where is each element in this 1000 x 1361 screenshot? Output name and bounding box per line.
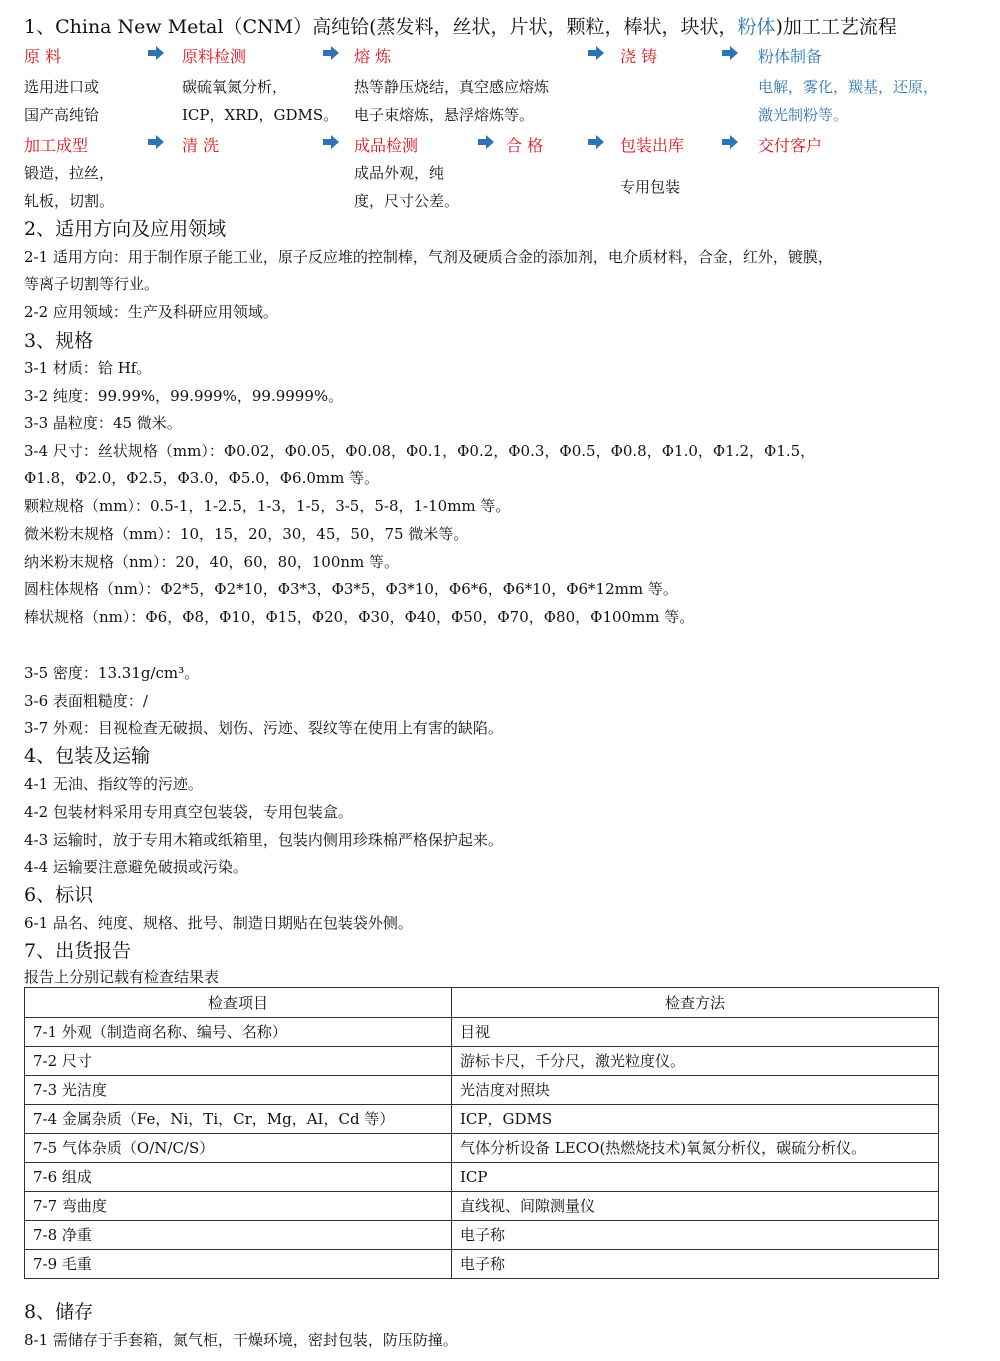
spec-line: 3-5 密度：13.31g/cm³。 (24, 664, 200, 682)
flow-step-forming: 加工成型 (24, 136, 89, 155)
column-header: 检查项目 (25, 988, 452, 1018)
flow-desc: 热等静压烧结，真空感应熔炼 (354, 78, 550, 96)
arrow-right-icon (323, 135, 339, 149)
spec-line: 微米粉末规格（mm）：10，15，20，30，45，50，75 微米等。 (24, 525, 469, 543)
storage-line: 8-1 需储存于手套箱，氮气柜，干燥环境，密封包装，防压防撞。 (24, 1331, 458, 1349)
flow-step-cleaning: 清 洗 (182, 136, 220, 155)
paragraph: 2-2 应用领域：生产及科研应用领域。 (24, 303, 278, 321)
spec-line: Φ1.8，Φ2.0，Φ2.5，Φ3.0，Φ5.0，Φ6.0mm 等。 (24, 469, 380, 487)
table-cell: 7-8 净重 (25, 1221, 452, 1250)
arrow-right-icon (722, 46, 738, 60)
flow-desc: 专用包装 (620, 178, 681, 196)
spec-line: 3-6 表面粗糙度：/ (24, 692, 148, 710)
flow-step-packing: 包装出库 (620, 136, 685, 155)
packing-line: 4-3 运输时，放于专用木箱或纸箱里，包装内侧用珍珠棉严格保护起来。 (24, 831, 503, 849)
flow-desc: 轧板，切割。 (24, 192, 115, 210)
table-cell: 7-5 气体杂质（O/N/C/S） (25, 1134, 452, 1163)
title-highlight: 粉体 (737, 16, 776, 38)
flow-desc: ICP，XRD，GDMS。 (182, 106, 339, 124)
arrow-right-icon (588, 135, 604, 149)
table-row (25, 1221, 939, 1250)
table-cell: 7-6 组成 (25, 1163, 452, 1192)
table-row (25, 1163, 939, 1192)
packing-line: 4-2 包装材料采用专用真空包装袋，专用包装盒。 (24, 803, 353, 821)
flow-desc: 国产高纯铪 (24, 106, 100, 124)
flow-desc: 电子束熔炼，悬浮熔炼等。 (354, 106, 535, 124)
table-cell: 气体分析设备 LECO(热燃烧技术)氧氮分析仪，碳硫分析仪。 (452, 1134, 939, 1163)
table-cell: 目视 (452, 1018, 939, 1047)
page-title (24, 12, 897, 39)
table-cell: 7-4 金属杂质（Fe，Ni，Ti，Cr，Mg，AI，Cd 等） (25, 1105, 452, 1134)
section-heading: 6、标识 (24, 884, 94, 906)
table-cell: 光洁度对照块 (452, 1076, 939, 1105)
section-heading: 3、规格 (24, 330, 94, 352)
spec-line: 3-4 尺寸：丝状规格（mm）：Φ0.02，Φ0.05，Φ0.08，Φ0.1，Φ0.2，Φ0.3，Φ0.5，Φ0.8，Φ1.0，Φ1.2，Φ1.5， (24, 442, 816, 460)
report-intro: 报告上分别记载有检查结果表 (24, 968, 220, 986)
section-heading: 7、出货报告 (24, 940, 132, 962)
section-heading: 4、包装及运输 (24, 745, 151, 767)
table-cell: 电子称 (452, 1250, 939, 1279)
paragraph: 2-1 适用方向：用于制作原子能工业，原子反应堆的控制棒，气剂及硬质合金的添加剂，电介质材料，合金，红外，镀膜， (24, 248, 833, 266)
table-cell: 7-2 尺寸 (25, 1047, 452, 1076)
arrow-right-icon (478, 135, 494, 149)
arrow-right-icon (722, 135, 738, 149)
flow-desc: 度，尺寸公差。 (354, 192, 460, 210)
arrow-right-icon (323, 46, 339, 60)
flow-desc: 电解，雾化，羰基，还原， (758, 78, 939, 96)
table-cell: 7-9 毛重 (25, 1250, 452, 1279)
report-table (24, 987, 939, 1279)
flow-step-casting: 浇 铸 (620, 47, 658, 66)
table-row (25, 1105, 939, 1134)
table-row (25, 1250, 939, 1279)
flow-step-powder: 粉体制备 (758, 47, 823, 66)
table-row (25, 1192, 939, 1221)
arrow-right-icon (148, 135, 164, 149)
flow-step-delivery: 交付客户 (758, 136, 823, 155)
section-heading: 2、适用方向及应用领域 (24, 218, 227, 240)
table-row (25, 1076, 939, 1105)
spec-line: 3-3 晶粒度：45 微米。 (24, 414, 182, 432)
flow-step-product-inspection: 成品检测 (354, 136, 419, 155)
flow-desc: 锻造，拉丝， (24, 164, 115, 182)
packing-line: 4-4 运输要注意避免破损或污染。 (24, 858, 248, 876)
table-row (25, 1047, 939, 1076)
spec-line: 3-1 材质：铪 Hf。 (24, 359, 152, 377)
table-cell: 7-7 弯曲度 (25, 1192, 452, 1221)
flow-step-raw-material: 原 料 (24, 47, 62, 66)
table-cell: 直线视、间隙测量仪 (452, 1192, 939, 1221)
flow-desc: 激光制粉等。 (758, 106, 849, 124)
column-header: 检查方法 (452, 988, 939, 1018)
label-line: 6-1 品名、纯度、规格、批号、制造日期贴在包装袋外侧。 (24, 914, 413, 932)
table-cell: 游标卡尺，千分尺，激光粒度仪。 (452, 1047, 939, 1076)
flow-desc: 碳硫氧氮分析， (182, 78, 288, 96)
section-heading: 8、储存 (24, 1301, 94, 1323)
title-prefix: 1、China New Metal（CNM）高纯铪(蒸发料，丝状，片状，颗粒，棒状，块状， (24, 16, 738, 38)
table-cell: 7-3 光洁度 (25, 1076, 452, 1105)
spec-line: 3-7 外观：目视检查无破损、划伤、污迹、裂纹等在使用上有害的缺陷。 (24, 719, 503, 737)
spec-line: 颗粒规格（mm）：0.5-1，1-2.5，1-3，1-5，3-5，5-8，1-10mm 等。 (24, 497, 511, 515)
table-cell: 7-1 外观（制造商名称、编号、名称） (25, 1018, 452, 1047)
title-suffix: )加工工艺流程 (775, 16, 897, 38)
packing-line: 4-1 无油、指纹等的污迹。 (24, 775, 203, 793)
table-header-row (25, 988, 939, 1018)
table-cell: ICP (452, 1163, 939, 1192)
spec-line: 圆柱体规格（nm）：Φ2*5，Φ2*10，Φ3*3，Φ3*5，Φ3*10，Φ6*6，Φ6*10，Φ6*12mm 等。 (24, 580, 678, 598)
spec-line: 3-2 纯度：99.99%，99.999%，99.9999%。 (24, 387, 344, 405)
table-row (25, 1134, 939, 1163)
flow-step-smelting: 熔 炼 (354, 47, 392, 66)
flow-step-qualified: 合 格 (506, 136, 544, 155)
table-cell: ICP，GDMS (452, 1105, 939, 1134)
spec-line: 棒状规格（nm）：Φ6，Φ8，Φ10，Φ15，Φ20，Φ30，Φ40，Φ50，Φ70，Φ80，Φ100mm 等。 (24, 608, 695, 626)
paragraph: 等离子切割等行业。 (24, 275, 160, 293)
flow-desc: 选用进口或 (24, 78, 100, 96)
spec-line: 纳米粉末规格（nm）：20，40，60，80，100nm 等。 (24, 553, 400, 571)
table-cell: 电子称 (452, 1221, 939, 1250)
arrow-right-icon (588, 46, 604, 60)
arrow-right-icon (148, 46, 164, 60)
flow-step-raw-inspection: 原料检测 (182, 47, 247, 66)
flow-desc: 成品外观，纯 (354, 164, 445, 182)
table-row (25, 1018, 939, 1047)
